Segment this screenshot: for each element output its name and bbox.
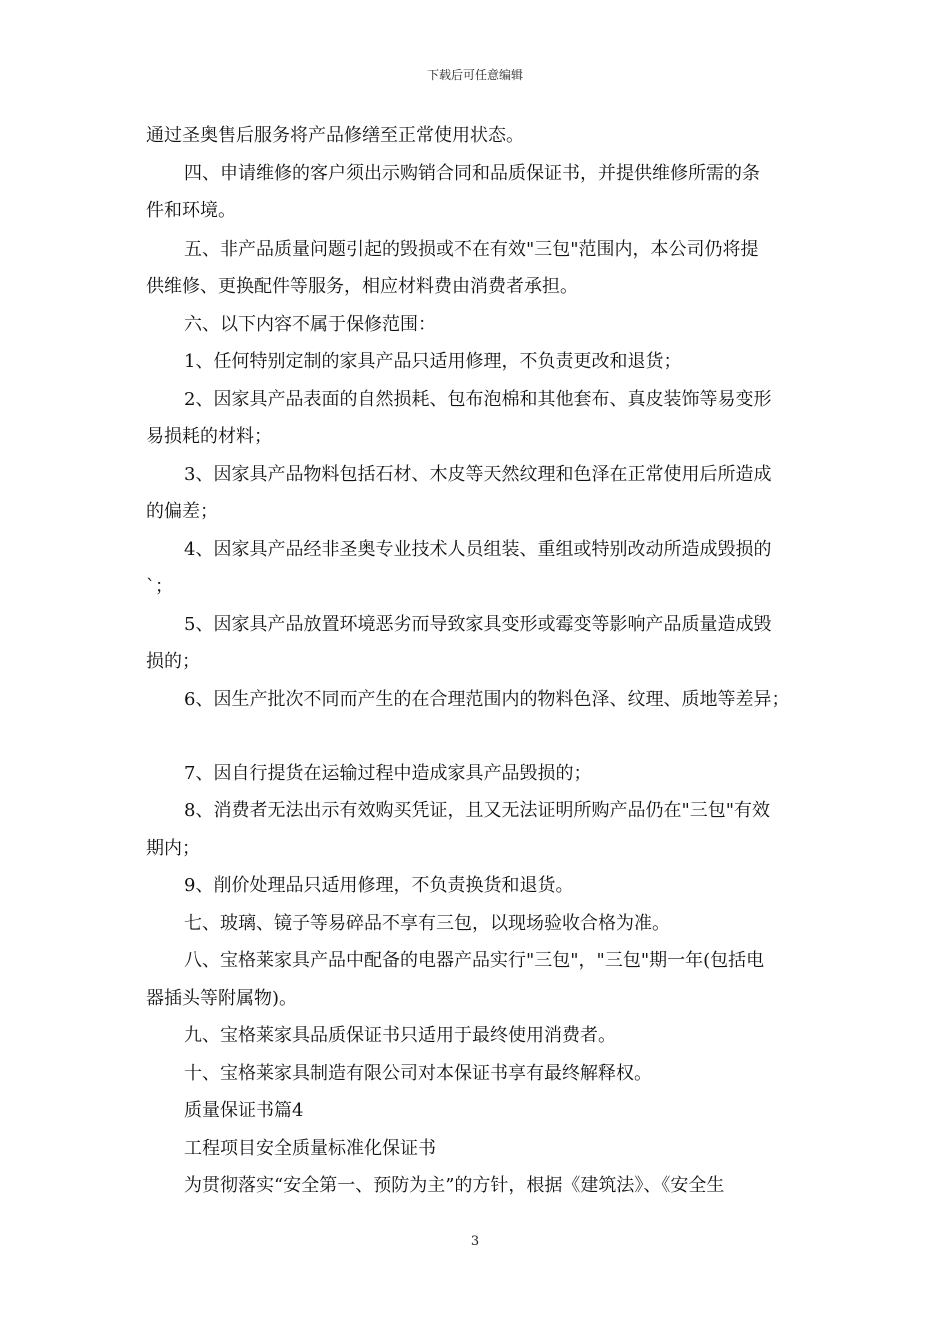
body-line: 七、玻璃、镜子等易碎品不享有三包，以现场验收合格为准。 [184,913,670,934]
page-number: 3 [470,1234,480,1249]
body-line: 件和环境。 [146,200,236,221]
body-line: 为贯彻落实“安全第一、预防为主”的方针，根据《建筑法》、《安全生 [184,1175,725,1196]
body-line: 8、消费者无法出示有效购买凭证，且又无法证明所购产品仍在"三包"有效 [184,800,771,821]
body-line: 器插头等附属物)。 [146,988,298,1009]
body-line: 9、削价处理品只适用修理，不负责换货和退货。 [184,875,574,896]
body-line: 十、宝格莱家具制造有限公司对本保证书享有最终解释权。 [184,1063,652,1084]
section-title: 工程项目安全质量标准化保证书 [184,1138,436,1159]
body-line: 九、宝格莱家具品质保证书只适用于最终使用消费者。 [184,1025,616,1046]
body-line: 供维修、更换配件等服务，相应材料费由消费者承担。 [146,276,578,297]
body-line: 5、因家具产品放置环境恶劣而导致家具变形或霉变等影响产品质量造成毁 [184,614,772,635]
page-header: 下载后可任意编辑 [426,68,523,82]
body-line: 易损耗的材料； [146,426,272,447]
body-line: 四、申请维修的客户须出示购销合同和品质保证书，并提供维修所需的条 [184,163,760,184]
body-line: `； [146,576,173,597]
body-line: 期内； [146,838,200,859]
body-line: 通过圣奥售后服务将产品修缮至正常使用状态。 [146,125,524,146]
body-line: 6、因生产批次不同而产生的在合理范围内的物料色泽、纹理、质地等差异； [184,689,790,710]
body-line: 1、任何特别定制的家具产品只适用修理，不负责更改和退货； [184,351,682,372]
body-line: 2、因家具产品表面的自然损耗、包布泡棉和其他套布、真皮装饰等易变形 [184,389,772,410]
body-line: 3、因家具产品物料包括石材、木皮等天然纹理和色泽在正常使用后所造成 [184,464,772,485]
body-line: 的偏差； [146,501,218,522]
body-line: 4、因家具产品经非圣奥专业技术人员组装、重组或特别改动所造成毁损的 [184,539,772,560]
section-heading: 质量保证书篇4 [184,1100,304,1121]
body-line: 五、非产品质量问题引起的毁损或不在有效"三包"范围内，本公司仍将提 [184,239,759,260]
body-line: 八、宝格莱家具产品中配备的电器产品实行"三包"，"三包"期一年(包括电 [184,950,765,971]
body-line: 7、因自行提货在运输过程中造成家具产品毁损的； [184,763,592,784]
body-line: 损的； [146,651,200,672]
body-line: 六、以下内容不属于保修范围： [184,314,436,335]
